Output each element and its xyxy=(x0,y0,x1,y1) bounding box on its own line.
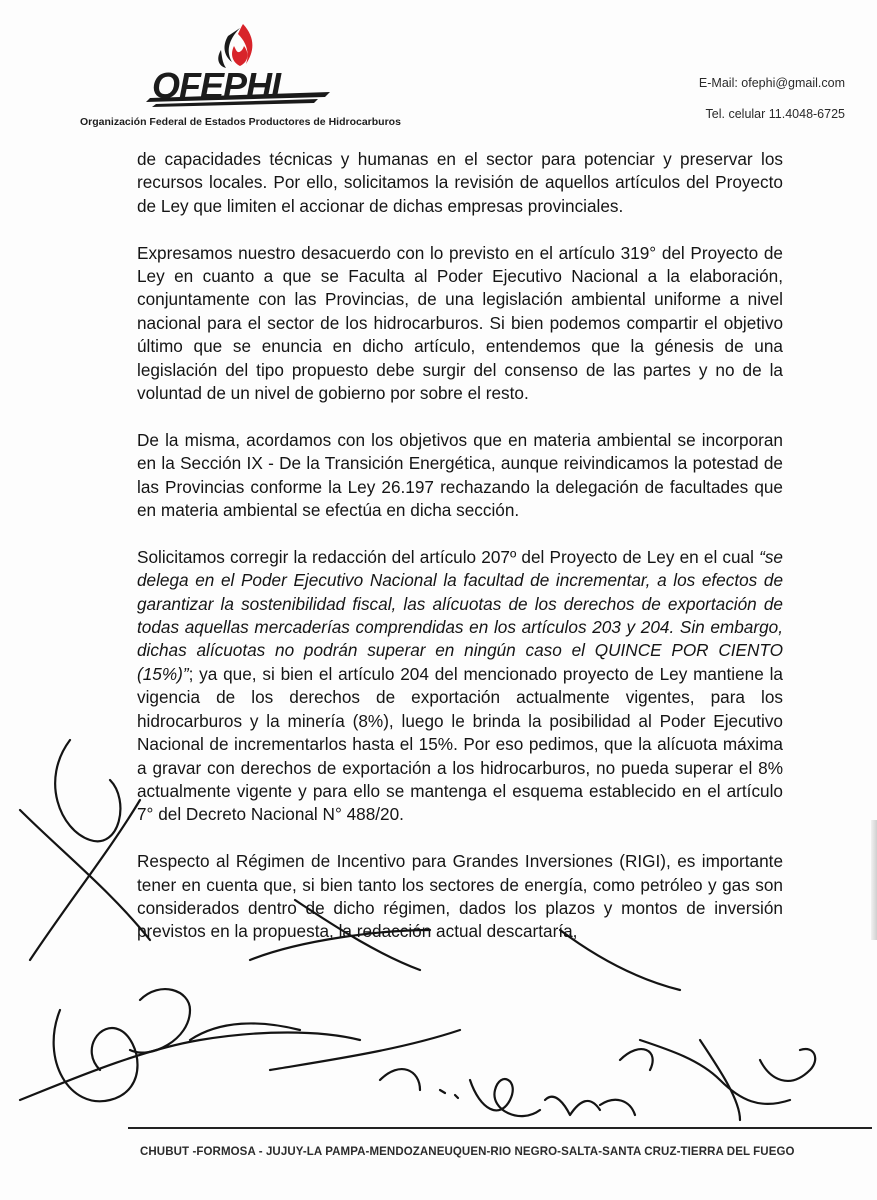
paragraph-5: Respecto al Régimen de Incentivo para Grandes Inversiones (RIGI), es importante tener en cuenta que, si bien tanto los sectores de energía, como petróleo y gas son considerados dentro de dicho régimen, dados los plazos y montos de inversión previstos en la propuesta, la redacción actual descartaría, xyxy=(137,851,783,942)
scroll-edge xyxy=(871,820,877,940)
footer-divider xyxy=(128,1127,872,1129)
paragraph-3: De la misma, acordamos con los objetivos que en materia ambiental se incorporan en la Sección IX - De la Transición Energética, aunque reivindicamos la potestad de las Provincias conforme la Ley 26.197 rechazando la delegación de facultades que en materia ambiental se efectúa en dicha sección. xyxy=(137,429,783,521)
paragraph-2: Expresamos nuestro desacuerdo con lo previsto en el artículo 319° del Proyecto de Ley en cuanto a que se Faculta al Poder Ejecutivo Nacional a la elaboración, conjuntamente con las Provincias, de una legislación ambiental uniforme a nivel nacional para el sector de los hidrocarburos. Si bien podemos compartir el objetivo último que se enuncia en dicho artículo, entendemos que la génesis de una legislación del tipo propuesto debe surgir del consenso de las partes y no de la voluntad de un nivel de gobierno por sobre el resto. xyxy=(137,242,783,404)
paragraph-4 xyxy=(137,546,783,827)
email-text: E-Mail: ofephi@gmail.com xyxy=(698,76,845,90)
paragraph-4-start: Solicitamos corregir la redacción del artículo 207º del Proyecto de Ley en el cual xyxy=(137,546,760,567)
ofephi-logo xyxy=(80,20,420,128)
paragraph-4-end: ; ya que, si bien el artículo 204 del mencionado proyecto de Ley mantiene la vigencia de los derechos de exportación actualmente vigentes, para los hidrocarburos y la minería (8%), luego le brinda la posibilidad al Poder Ejecutivo Nacional de incrementarlos hasta el 15%. Por eso pedimos, que la alícuota máxima a gravar con derechos de exportación a los hidrocarburos, no pueda superar el 8% actualmente vigente y para ello se mantenga el esquema establecido en el artículo 7° del Decreto Nacional N° 488/20. xyxy=(137,663,783,825)
paragraph-1: de capacidades técnicas y humanas en el sector para potenciar y preservar los recursos locales. Por ello, solicitamos la revisión de aquellos artículos del Proyecto de Ley que limiten el accionar de dichas empresas provinciales. xyxy=(137,149,783,216)
brand-name: OFEPHI xyxy=(152,65,281,106)
footer-provinces: CHUBUT -FORMOSA - JUJUY-LA PAMPA-MENDOZANEUQUEN-RIO NEGRO-SALTA-SANTA CRUZ-TIERRA DEL FUEGO xyxy=(140,1146,795,1158)
letter-body xyxy=(137,148,783,967)
contact-block xyxy=(699,68,845,130)
paragraph-4-quote: “se delega en el Poder Ejecutivo Nacional la facultad de incrementar, a los efectos de garantizar la sostenibilidad fiscal, las alícuotas de los derechos de exportación de todas aquellas mercaderías comprendidas en los artículos 203 y 204. Sin embargo, dichas alícuotas no podrán superar en ningún caso el QUINCE POR CIENTO (15%)” xyxy=(137,546,783,684)
organization-name: Organización Federal de Estados Productores de Hidrocarburos xyxy=(80,116,401,128)
phone-text: Tel. celular 11.4048-6725 xyxy=(705,107,845,121)
